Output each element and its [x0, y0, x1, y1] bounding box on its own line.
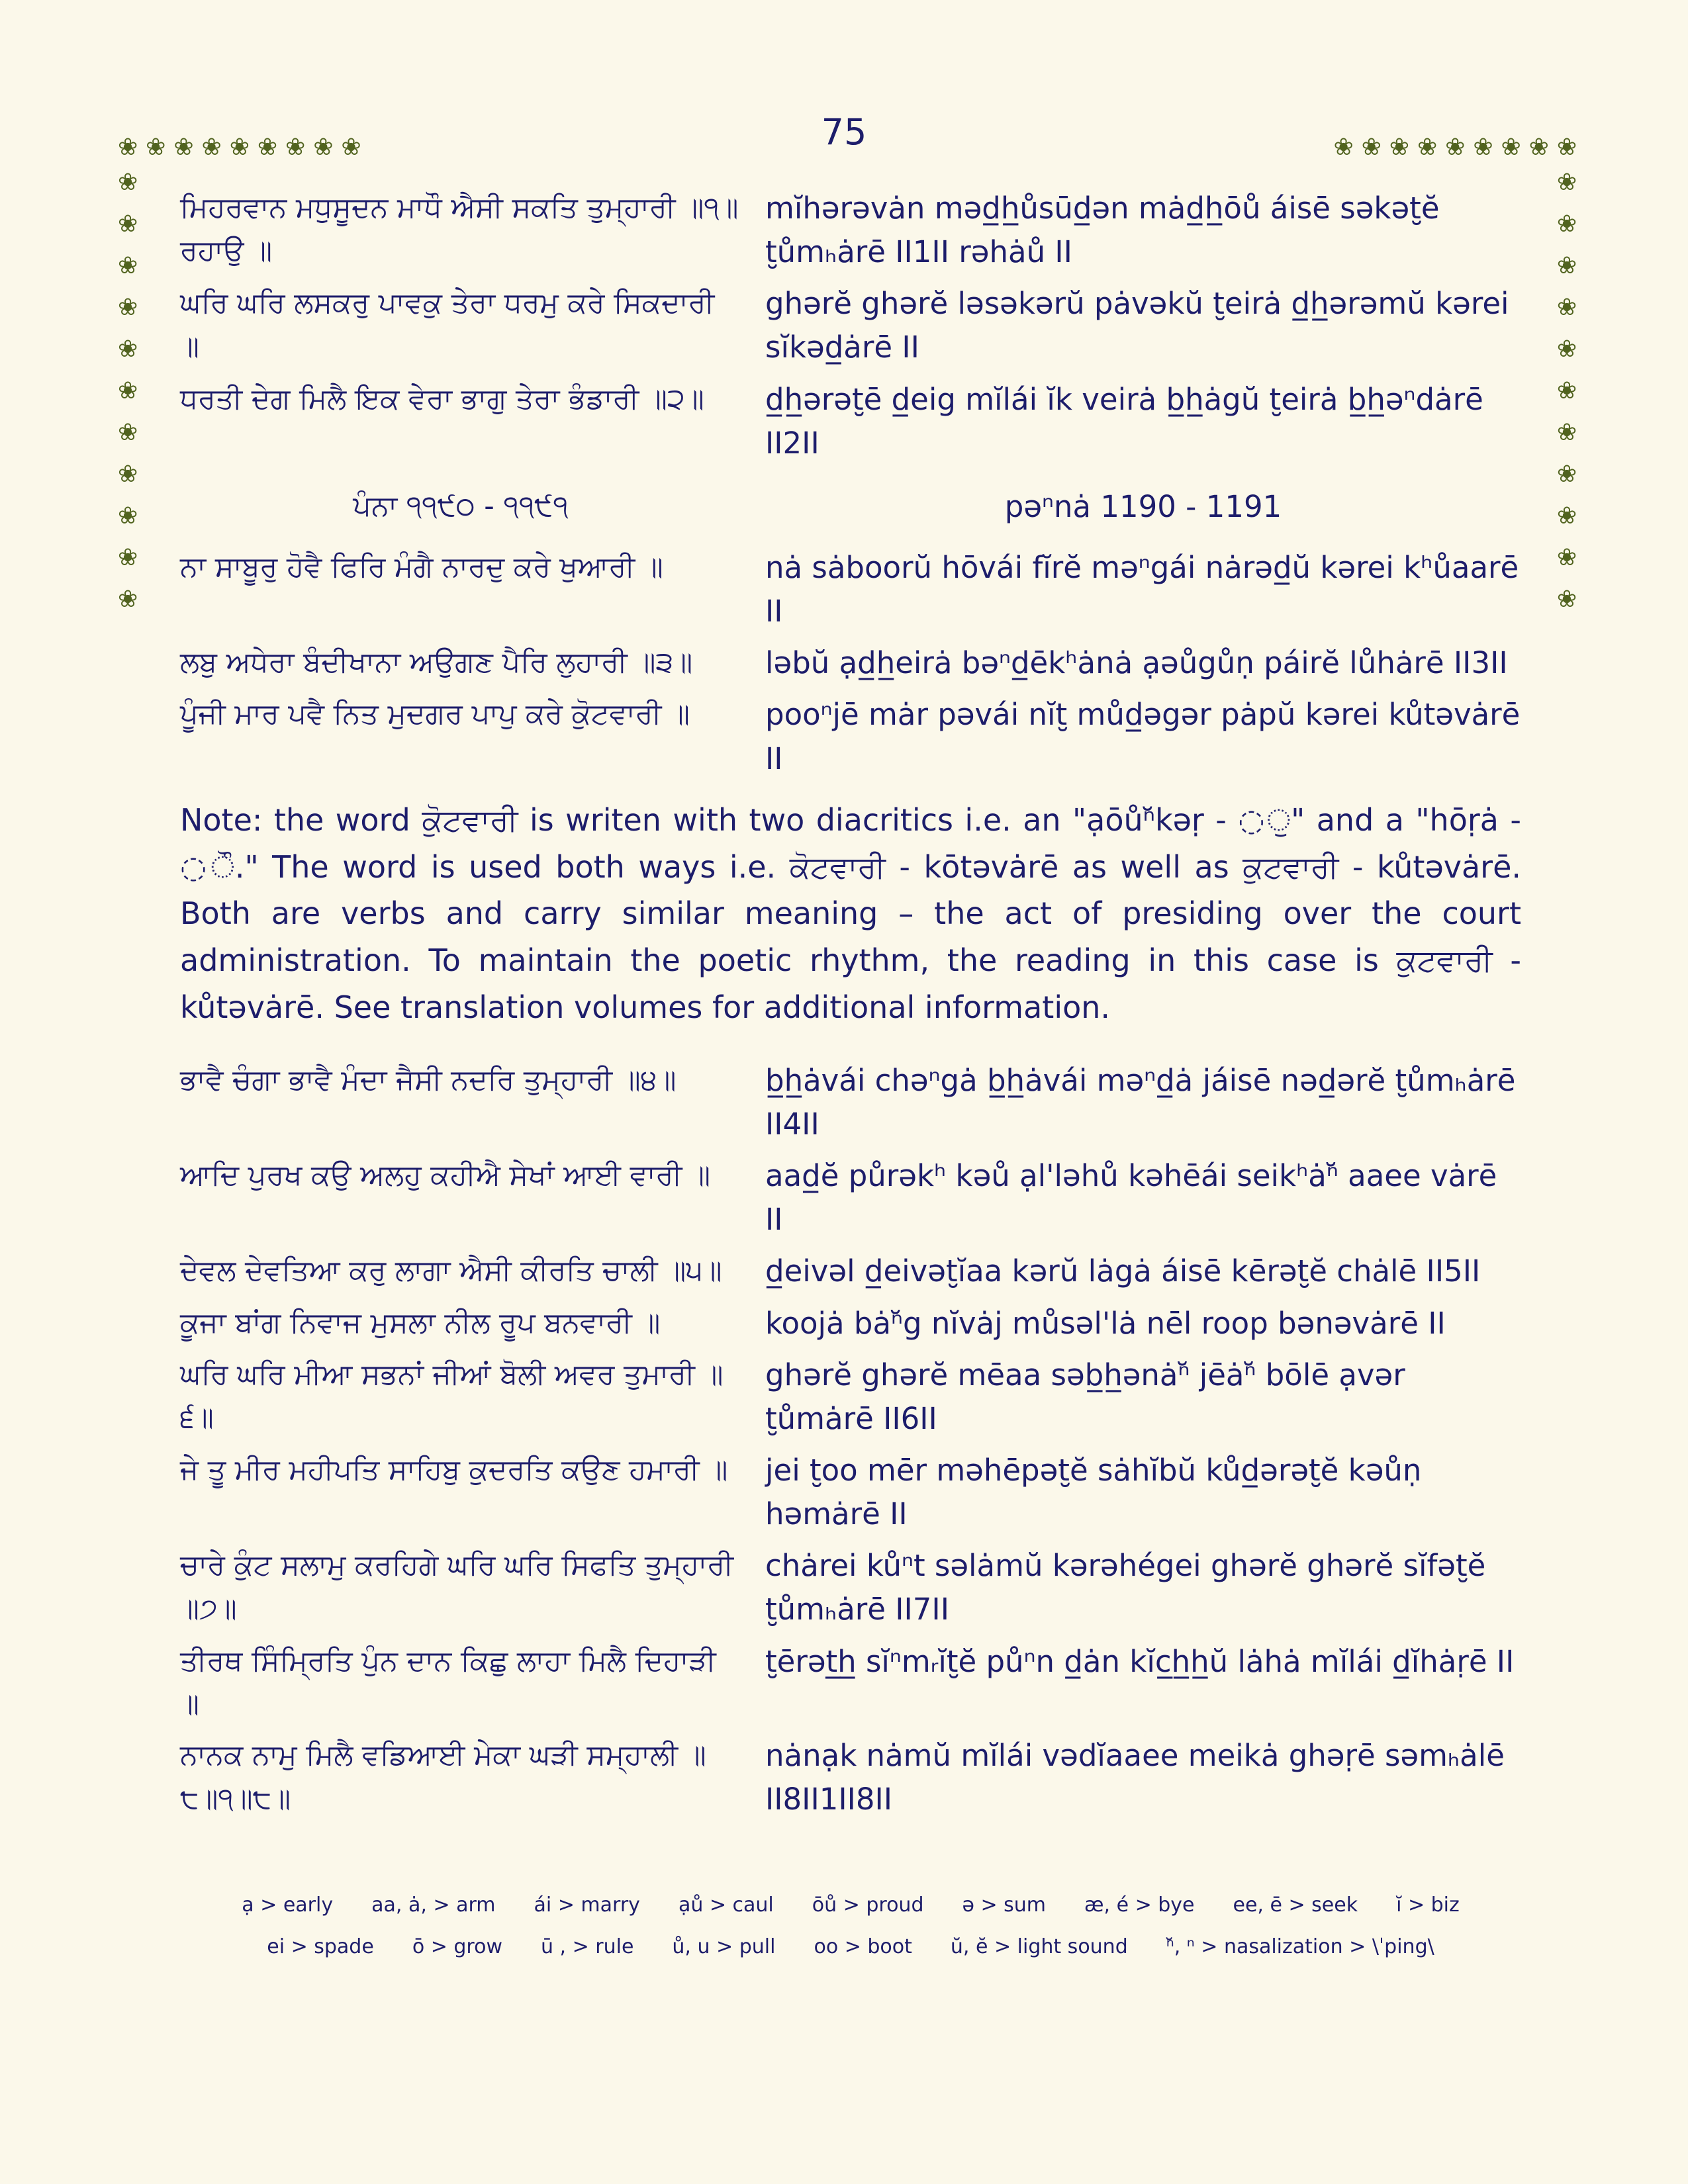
legend-item: ů, u > pull	[672, 1934, 776, 1958]
gurmukhi-text: ਮਿਹਰਵਾਨ ਮਧੁਸੂਦਨ ਮਾਧੌ ਐਸੀ ਸਕਤਿ ਤੁਮ੍ਹਾਰੀ ॥੧॥ ਰਹਾਉ ॥	[180, 191, 739, 268]
flower-icon: ❀	[118, 461, 138, 488]
legend-row-2	[180, 1935, 1521, 1958]
flower-icon: ❀	[1556, 294, 1577, 321]
gurmukhi-text: ਦੇਵਲ ਦੇਵਤਿਆ ਕਰੁ ਲਾਗਾ ਐਸੀ ਕੀਰਤਿ ਚਾਲੀ ॥੫॥	[180, 1254, 722, 1288]
transliteration-text: jei t̮oo mēr məhēpət̮ĕ sȧhĭbŭ kůd̲ərət̮ĕ kəůṇ həmȧrē II	[765, 1452, 1422, 1532]
flower-icon: ❀	[118, 502, 138, 529]
transliteration-text: ghərĕ ghərĕ ləsəkərŭ pȧvəkŭ t̮eirȧ d̲h̲ərəmŭ kərei sĭkəd̲ȧrē II	[765, 286, 1509, 365]
gurmukhi-text: ਚਾਰੇ ਕੁੰਟ ਸਲਾਮੁ ਕਰਹਿਗੇ ਘਰਿ ਘਰਿ ਸਿਫਤਿ ਤੁਮ੍ਹਾਰੀ ॥੭॥	[180, 1549, 734, 1625]
page-reference-gurmukhi: ਪੰਨਾ ੧੧੯੦ - ੧੧੯੧	[353, 489, 569, 523]
flower-icon: ❀	[341, 134, 361, 161]
transliteration-text: ləbŭ ạd̲h̲eirȧ bəⁿd̲ēkʰȧnȧ ạəůgůṇ páirĕ lůhȧrē II3II	[765, 645, 1508, 681]
transliteration-text: ghərĕ ghərĕ mēaa səb̲h̲ənȧⁿ̆ jēȧⁿ̆ bōlē ạvər t̮ůmȧrē II6II	[765, 1357, 1405, 1436]
flower-icon: ❀	[173, 134, 194, 161]
gurmukhi-text: ਭਾਵੈ ਚੰਗਾ ਭਾਵੈ ਮੰਦਾ ਜੈਸੀ ਨਦਰਿ ਤੁਮ੍ਹਾਰੀ ॥੪॥	[180, 1063, 677, 1097]
transliteration-text: d̲h̲ərət̮ē d̲eig mĭlái ĭk veirȧ b̲h̲ȧgŭ t̮eirȧ b̲h̲əⁿdȧrē II2II	[765, 381, 1483, 461]
flower-icon: ❀	[1445, 134, 1466, 161]
flower-icon: ❀	[118, 544, 138, 571]
legend-item: ō > grow	[412, 1934, 502, 1958]
verse-row	[180, 1250, 1521, 1293]
flower-icon: ❀	[201, 134, 222, 161]
legend-item: ōů > proud	[812, 1893, 924, 1917]
flower-icon: ❀	[118, 294, 138, 321]
gurmukhi-text: ਨਾਨਕ ਨਾਮੁ ਮਿਲੈ ਵਡਿਆਈ ਮੇਕਾ ਘੜੀ ਸਮ੍ਹਾਲੀ ॥੮॥੧॥੮॥	[180, 1739, 706, 1815]
legend-item: ee, ē > seek	[1233, 1893, 1358, 1917]
verse-row	[180, 1059, 1521, 1146]
gurmukhi-text: ਨਾ ਸਾਬੂਰੁ ਹੋਵੈ ਫਿਰਿ ਮੰਗੈ ਨਾਰਦੁ ਕਰੇ ਖੁਆਰੀ ॥	[180, 550, 663, 584]
gurmukhi-text: ਤੀਰਥ ਸਿੰਮ੍ਰਿਤਿ ਪੁੰਨ ਦਾਨ ਕਿਛੁ ਲਾਹਾ ਮਿਲੈ ਦਿਹਾੜੀ ॥	[180, 1644, 716, 1721]
verse-row	[180, 378, 1521, 465]
transliteration-text: nȧ sȧboorŭ hōvái fĭrĕ məⁿgái nȧrəd̲ŭ kərei kʰůaarē II	[765, 549, 1519, 629]
flower-icon: ❀	[118, 586, 138, 613]
verse-row	[180, 1734, 1521, 1821]
flower-icon: ❀	[1333, 134, 1354, 161]
legend-item: ei > spade	[267, 1934, 374, 1958]
legend-item: æ, é > bye	[1084, 1893, 1195, 1917]
verse-row	[180, 1353, 1521, 1441]
legend-item: oo > boot	[814, 1934, 912, 1958]
legend-item: ŭ, ĕ > light sound	[950, 1934, 1128, 1958]
flower-icon: ❀	[313, 134, 334, 161]
flower-icon: ❀	[118, 377, 138, 404]
gurmukhi-text: ਧਰਤੀ ਦੇਗ ਮਿਲੈ ਇਕ ਵੇਰਾ ਭਾਗੁ ਤੇਰਾ ਭੰਡਾਰੀ ॥੨॥	[180, 382, 704, 416]
transliteration-text: d̲eivəl d̲eivət̮ĭaa kərŭ lȧgȧ áisē kērət̮ĕ chȧlē II5II	[765, 1253, 1481, 1289]
gurmukhi-text: ਪੂੰਜੀ ਮਾਰ ਪਵੈ ਨਿਤ ਮੁਦਗਰ ਪਾਪੁ ਕਰੇ ਕੁੋਟਵਾਰੀ ॥	[180, 698, 690, 731]
page-number: 75	[821, 111, 867, 153]
legend-item: ĭ > biz	[1396, 1893, 1460, 1917]
legend-row-1	[180, 1893, 1521, 1917]
flower-icon: ❀	[1556, 544, 1577, 571]
verse-row	[180, 693, 1521, 780]
flower-icon: ❀	[146, 134, 166, 161]
flower-icon: ❀	[1556, 336, 1577, 363]
transliteration-text: pooⁿjē mȧr pəvái nĭt̮ můd̲əgər pȧpŭ kərei kůtəvȧrē II	[765, 697, 1521, 776]
transliteration-text: t̮ērət̲h̲ sĭⁿmᵣĭt̮ĕ půⁿn d̲ȧn kĭc̲h̲h̲ŭ lȧhȧ mĭlái d̲ĭhȧṛē II	[765, 1643, 1515, 1679]
legend-item: ⁿ̆, ⁿ > nasalization > \ˈping\	[1166, 1934, 1434, 1958]
legend-item: ái > marry	[534, 1893, 640, 1917]
flower-icon: ❀	[1501, 134, 1521, 161]
legend-item: aa, ȧ, > arm	[371, 1893, 496, 1917]
verse-row	[180, 1544, 1521, 1631]
flower-icon: ❀	[1528, 134, 1549, 161]
pronunciation-legend	[180, 1893, 1521, 1958]
flower-icon: ❀	[1417, 134, 1438, 161]
transliteration-text: chȧrei kůⁿt səlȧmŭ kərəhégei ghərĕ ghərĕ sĭfət̮ĕ t̮ůmₕȧrē II7II	[765, 1548, 1486, 1627]
flower-icon: ❀	[1361, 134, 1382, 161]
gurmukhi-text: ਘਰਿ ਘਰਿ ਲਸਕਰੁ ਪਾਵਕੁ ਤੇਰਾ ਧਰਮੁ ਕਰੇ ਸਿਕਦਾਰੀ ॥	[180, 287, 715, 363]
note-paragraph: Note: the word ਕੁੋਟਵਾਰੀ is writen with two diacritics i.e. an "ạōůⁿ̆kəṛ - ◌ੁ" and a "hōṛȧ - ◌ੌ." The word is used both ways i.e. ਕੋਟਵਾਰੀ - kōtəvȧrē as well as ਕੁਟਵਾਰੀ - kůtəvȧrē. Both are verbs and carry similar meaning – the act of presiding over the court administration. To maintain the poetic rhythm, the reading in this case is ਕੁਟਵਾਰੀ - kůtəvȧrē. See translation volumes for additional information.	[180, 801, 1521, 1025]
flower-icon: ❀	[1556, 210, 1577, 238]
flower-icon: ❀	[118, 210, 138, 238]
flower-icon: ❀	[118, 169, 138, 196]
flower-icon: ❀	[1389, 134, 1409, 161]
transliteration-text: nȧnạk nȧmŭ mĭlái vədĭaaee meikȧ ghəṛē səmₕȧlē II8II1II8II	[765, 1738, 1505, 1817]
transliteration-text: aad̲ĕ půrəkʰ kəů ạl'ləhů kəhēái seikʰȧⁿ̆ aaee vȧrē II	[765, 1158, 1497, 1238]
verse-row	[180, 641, 1521, 685]
gurmukhi-text: ਆਦਿ ਪੁਰਖ ਕਉ ਅਲਹੁ ਕਹੀਐ ਸੇਖਾਂ ਆਈ ਵਾਰੀ ॥	[180, 1159, 711, 1193]
flower-icon: ❀	[118, 134, 138, 161]
flower-icon: ❀	[285, 134, 306, 161]
flower-icon: ❀	[1556, 502, 1577, 529]
flower-icon: ❀	[1556, 419, 1577, 446]
flower-icon: ❀	[1556, 586, 1577, 613]
verse-row	[180, 1640, 1521, 1727]
gurmukhi-text: ਘਰਿ ਘਰਿ ਮੀਆ ਸਭਨਾਂ ਜੀਆਂ ਬੋਲੀ ਅਵਰ ਤੁਮਾਰੀ ॥੬॥	[180, 1357, 724, 1435]
gurmukhi-text: ਕੂਜਾ ਬਾਂਗ ਨਿਵਾਜ ਮੁਸਲਾ ਨੀਲ ਰੂਪ ਬਨਵਾਰੀ ॥	[180, 1306, 661, 1340]
verse-row	[180, 546, 1521, 633]
legend-item: ạů > caul	[678, 1893, 774, 1917]
legend-item: ạ > early	[242, 1893, 334, 1917]
flower-icon: ❀	[1473, 134, 1493, 161]
flower-icon: ❀	[229, 134, 250, 161]
verse-row	[180, 187, 1521, 274]
verse-row	[180, 1154, 1521, 1242]
flower-icon: ❀	[118, 336, 138, 363]
flower-icon: ❀	[1556, 134, 1577, 161]
legend-item: ū , > rule	[540, 1934, 634, 1958]
flower-icon: ❀	[1556, 461, 1577, 488]
flower-icon: ❀	[1556, 169, 1577, 196]
flower-icon: ❀	[1556, 252, 1577, 279]
flower-icon: ❀	[118, 252, 138, 279]
flower-icon: ❀	[118, 419, 138, 446]
page-reference-translit: pəⁿnȧ 1190 - 1191	[1004, 488, 1282, 524]
verse-row	[180, 1449, 1521, 1536]
transliteration-text: koojȧ bȧⁿ̆g nĭvȧj můsəl'lȧ nēl roop bənəvȧrē II	[765, 1305, 1446, 1341]
gurmukhi-text: ਲਬੁ ਅਧੇਰਾ ਬੰਦੀਖਾਨਾ ਅਉਗਣ ਪੈਰਿ ਲੁਹਾਰੀ ॥੩॥	[180, 646, 693, 680]
page-reference-row	[180, 485, 1521, 529]
transliteration-text: mĭhərəvȧn məd̲h̲ůsūd̲ən mȧd̲h̲ōů áisē səkət̮ĕ t̮ůmₕȧrē II1II rəhȧů II	[765, 191, 1440, 270]
flower-icon: ❀	[257, 134, 278, 161]
verse-row	[180, 1302, 1521, 1345]
transliteration-text: b̲h̲ȧvái chəⁿgȧ b̲h̲ȧvái məⁿd̲ȧ jáisē nəd̲ərĕ t̮ůmₕȧrē II4II	[765, 1062, 1516, 1142]
legend-item: ə > sum	[962, 1893, 1047, 1917]
flower-icon: ❀	[1556, 377, 1577, 404]
verse-row	[180, 282, 1521, 369]
gurmukhi-text: ਜੇ ਤੂ ਮੀਰ ਮਹੀਪਤਿ ਸਾਹਿਬੁ ਕੁਦਰਤਿ ਕਉਣ ਹਮਾਰੀ ॥	[180, 1453, 728, 1486]
